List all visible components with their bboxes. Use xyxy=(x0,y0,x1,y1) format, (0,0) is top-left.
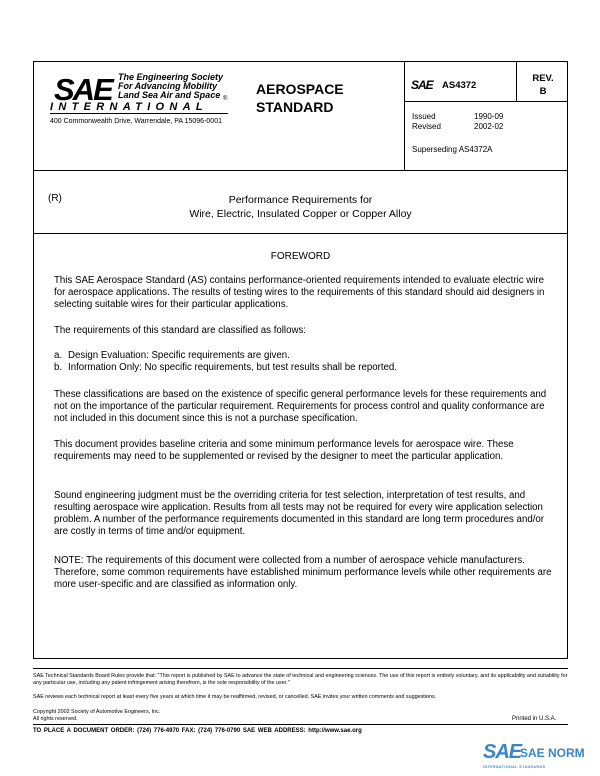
registered-mark: ® xyxy=(223,96,228,102)
order-info: TO PLACE A DOCUMENT ORDER: (724) 776-4970 FAX: (724) 776-0790 SAE WEB ADDRESS: http://www.sae.org xyxy=(33,728,362,734)
paragraph-judgment: Sound engineering judgment must be the overriding criteria for test selection, interpretation of test results, and resulting aerospace wire application. Results from all tests may not be required for every wire application selection problem. A number of the performance requirements documented in this standard are long term procedures and/or are costly in terms of time and/or equipment. xyxy=(54,490,545,537)
org-address: 400 Commonwealth Drive, Warrendale, PA 15096-0001 xyxy=(50,118,222,125)
org-tagline: The Engineering Society For Advancing Mobility Land Sea Air and Space xyxy=(118,72,224,100)
docnum-divider xyxy=(404,101,568,102)
list-item: a. Design Evaluation: Specific requirements are given. xyxy=(54,350,290,361)
paragraph-baseline: This document provides baseline criteria and some minimum performance levels for aerospace wire. These requirements may need to be supplemented or revised by the designer to meet the particular application. xyxy=(54,439,514,462)
section-heading: FOREWORD xyxy=(270,251,331,262)
footer-divider-2 xyxy=(33,724,568,725)
footer-rights: All rights reserved. xyxy=(33,716,78,722)
revision-mark: (R) xyxy=(48,193,62,204)
footer-review: SAE reviews each technical report at least every five years at which time it may be reaffirmed, revised, or cancelled. SAE invites your written comments and suggestions. xyxy=(33,694,437,700)
revision-box: REV. B xyxy=(532,73,554,97)
paragraph-classifications-basis: These classifications are based on the existence of specific general performance levels for these requirements and not on the importance of the particular requirement. Requirements for process control and quality conformance are not included in this document since this is not a purchase specification. xyxy=(54,389,547,424)
list-item: b. Information Only: No specific requirements, but test results shall be reported. xyxy=(54,362,397,373)
footer-divider xyxy=(33,668,568,669)
doc-sae-logo: SAE xyxy=(411,78,433,92)
footer-printed: Printed in U.S.A. xyxy=(512,716,557,722)
document-title: Performance Requirements for Wire, Electric, Insulated Copper or Copper Alloy xyxy=(189,194,412,220)
sae-logo: SAE xyxy=(54,72,112,107)
footer-rules: SAE Technical Standards Board Rules provide that: "This report is published by SAE to advance the state of technical and engineering sciences. The use of this report is entirely voluntary, and its applicability and suitability for any particular use, including any patent infringement arising therefrom, is the sole responsibility of the user." xyxy=(33,673,568,686)
international-label: INTERNATIONAL xyxy=(50,101,208,113)
issue-dates: Issued 1990-09 Revised 2002-02 xyxy=(412,112,504,131)
rev-column-divider xyxy=(516,61,517,101)
document-number: AS4372 xyxy=(442,80,477,91)
paragraph-intro: This SAE Aerospace Standard (AS) contains performance-oriented requirements intended to evaluate electric wire for aerospace applications. The results of testing wires to the requirements of this standard should aid designers in selecting suitable wires for their particular applications. xyxy=(54,275,545,310)
header-column-divider xyxy=(404,61,405,170)
sae-norm-logo: SAE SAE NORM INTERNATIONAL STANDARDS xyxy=(483,741,585,769)
header-divider xyxy=(33,170,568,171)
title-divider xyxy=(33,233,568,234)
footer-copyright: Copyright 2002 Society of Automotive Engineers, Inc. xyxy=(33,709,161,715)
paragraph-note: NOTE: The requirements of this document were collected from a number of aerospace vehicle manufacturers. Therefore, some common requirements have established minimum performance levels while other requirements are more user-specific and are classified as information only. xyxy=(54,555,552,590)
document-type: AEROSPACE STANDARD xyxy=(256,81,344,115)
logo-underline xyxy=(50,113,228,114)
paragraph-classification: The requirements of this standard are classified as follows: xyxy=(54,325,306,336)
superseding-note: Superseding AS4372A xyxy=(412,145,493,154)
